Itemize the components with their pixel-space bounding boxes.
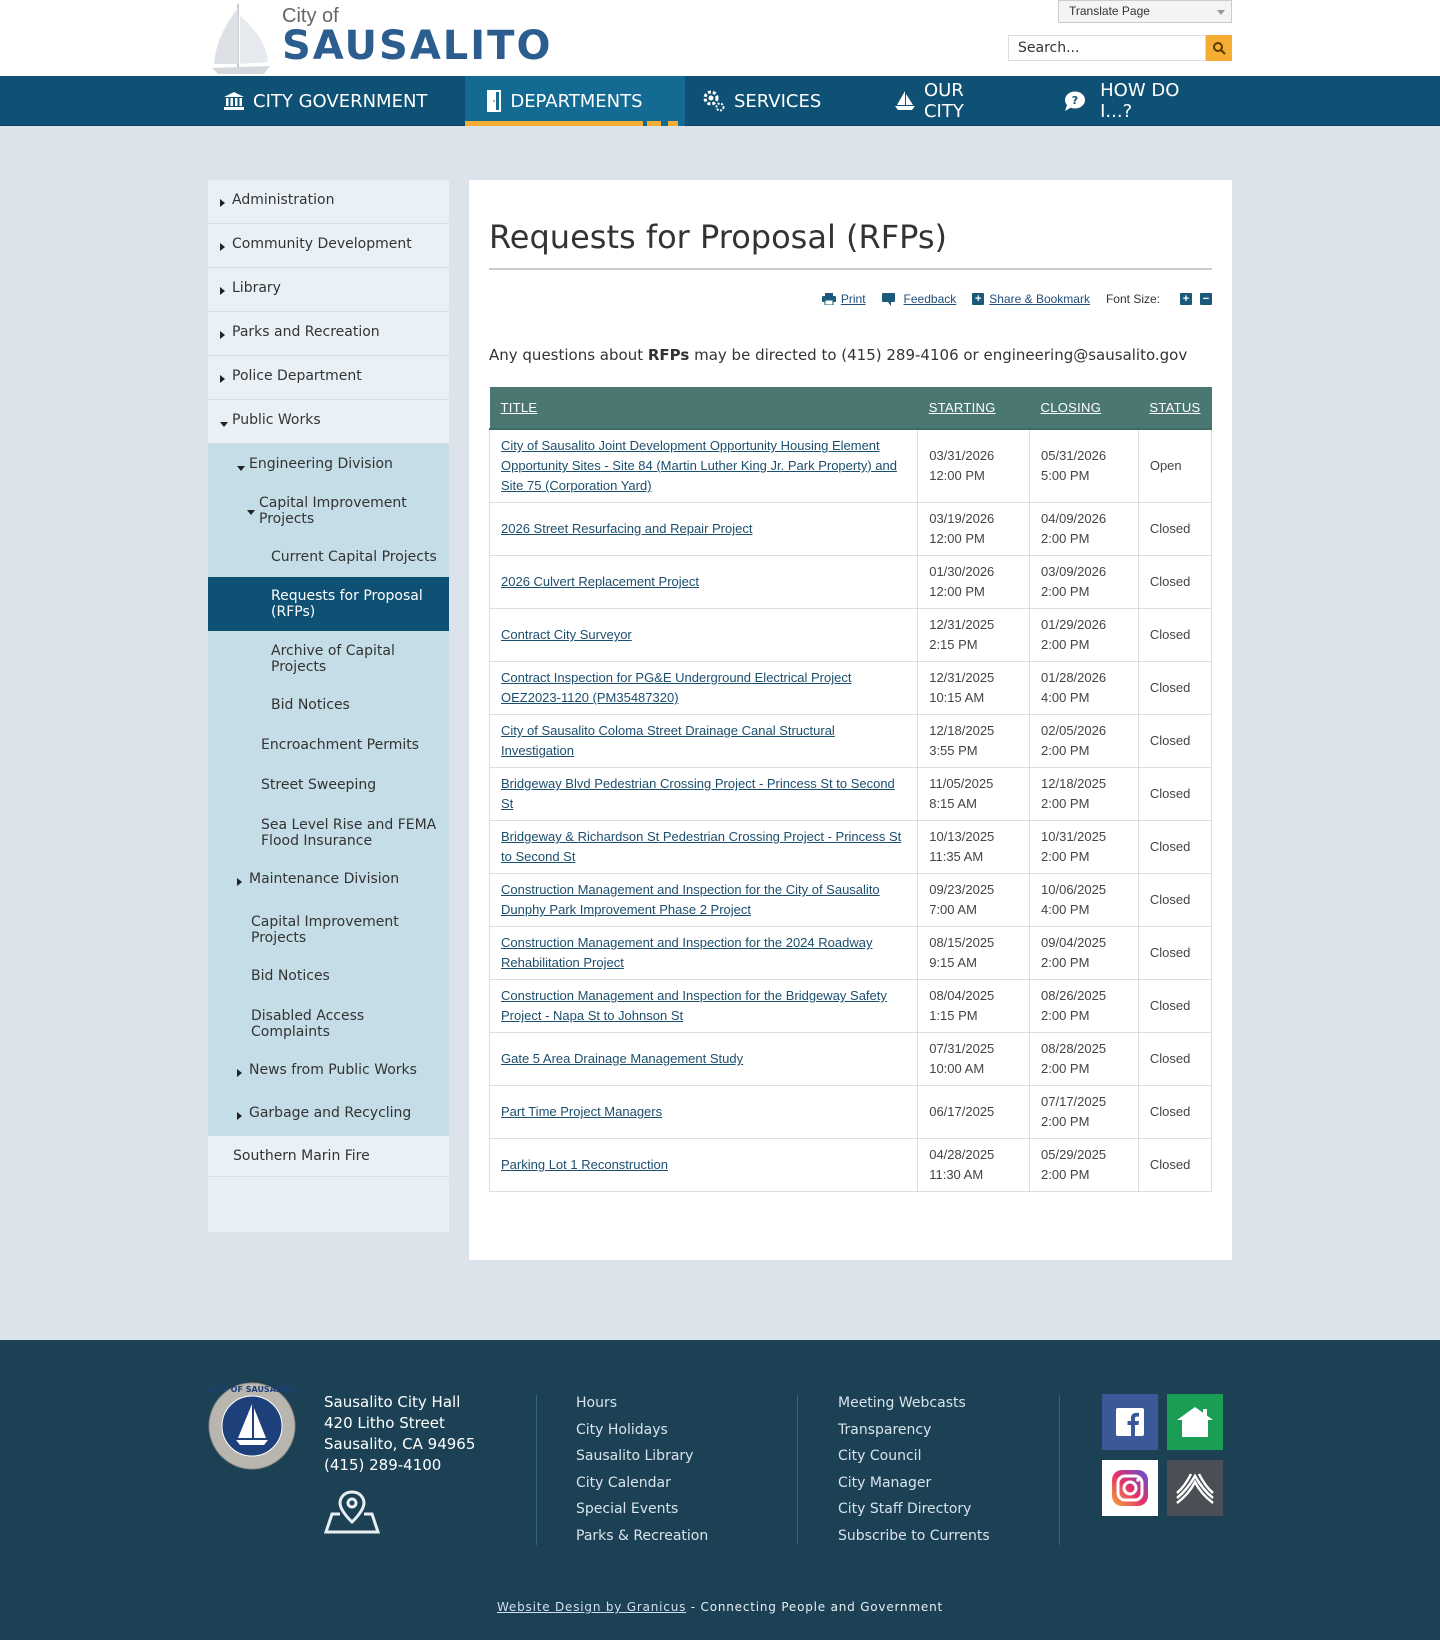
rfp-title-link[interactable]: City of Sausalito Joint Development Opportunity Housing Element Opportunity Sites - Site 84 (Martin Luther King Jr. Park Property) and Site 75 (Corporation Yard) (501, 438, 897, 493)
status-badge: Closed (1149, 839, 1191, 854)
starting-cell: 12/31/2025 10:15 AM (918, 662, 1030, 715)
chevron-down-icon (1217, 10, 1225, 15)
footer-link-city-holidays[interactable]: City Holidays (576, 1421, 668, 1438)
search-button[interactable] (1206, 35, 1232, 61)
table-row (490, 1033, 1212, 1086)
footer-link-subscribe-to-currents[interactable]: Subscribe to Currents (838, 1527, 990, 1544)
closing-cell: 01/29/2026 2:00 PM (1030, 609, 1139, 662)
starting-cell: 08/04/2025 1:15 PM (918, 980, 1030, 1033)
map-location-icon[interactable] (324, 1490, 380, 1538)
nav-label: SERVICES (733, 90, 822, 112)
status-badge: Open (1149, 458, 1182, 473)
table-row (490, 821, 1212, 874)
sidebar-item-police-department[interactable]: Police Department (208, 356, 449, 400)
sidebar-item-capital-improvement-projects-pw[interactable]: Capital Improvement Projects (208, 902, 449, 956)
rfp-title-link[interactable]: Bridgeway Blvd Pedestrian Crossing Project - Princess St to Second St (501, 776, 895, 811)
status-cell (1138, 715, 1211, 768)
rfp-title-cell (490, 1033, 918, 1086)
closing-cell: 03/09/2026 2:00 PM (1030, 556, 1139, 609)
sidebar-item-encroachment-permits[interactable]: Encroachment Permits (208, 725, 449, 765)
closing-cell: 05/31/2026 5:00 PM (1030, 429, 1139, 503)
bridge-icon (1175, 1472, 1215, 1504)
caret-down-icon (237, 466, 245, 471)
nav-city-government[interactable] (208, 76, 465, 126)
status-cell (1138, 1086, 1211, 1139)
footer-links-col2 (838, 1390, 990, 1549)
sidebar-item-bid-notices-pw[interactable]: Bid Notices (208, 956, 449, 996)
status-cell (1138, 429, 1211, 503)
rfp-title-cell (490, 662, 918, 715)
status-cell (1138, 927, 1211, 980)
rfp-title-link[interactable]: Bridgeway & Richardson St Pedestrian Crossing Project - Princess St to Second St (501, 829, 902, 864)
starting-cell: 06/17/2025 (918, 1086, 1030, 1139)
sailboat-logo-icon (208, 2, 272, 76)
starting-cell: 12/18/2025 3:55 PM (918, 715, 1030, 768)
caret-right-icon (220, 287, 225, 295)
print-link[interactable]: Print (822, 292, 866, 306)
rfp-title-cell (490, 927, 918, 980)
status-badge: Closed (1149, 945, 1191, 960)
sidebar-item-capital-improvement-projects[interactable]: Capital Improvement Projects (208, 485, 449, 537)
nav-how-do-i[interactable] (1024, 76, 1232, 126)
rfp-title-cell (490, 980, 918, 1033)
status-cell (1138, 874, 1211, 927)
sidebar-item-southern-marin-fire[interactable]: Southern Marin Fire (208, 1136, 449, 1177)
rfp-title-cell (490, 429, 918, 503)
closing-cell: 01/28/2026 4:00 PM (1030, 662, 1139, 715)
status-badge: Closed (1149, 1051, 1191, 1066)
sidebar-item-garbage-and-recycling[interactable]: Garbage and Recycling (208, 1093, 449, 1136)
granicus-credit-link[interactable]: Website Design by Granicus (496, 1600, 687, 1614)
site-logo[interactable] (208, 0, 552, 76)
nav-label: OUR CITY (923, 80, 964, 122)
table-row (490, 874, 1212, 927)
nav-label: DEPARTMENTS (510, 90, 643, 112)
social-links (1102, 1394, 1223, 1516)
footer-links-col1 (576, 1390, 708, 1549)
search-icon (1212, 41, 1226, 55)
instagram-link[interactable] (1102, 1460, 1158, 1516)
page-tools (489, 292, 1212, 306)
instagram-icon (1111, 1469, 1149, 1507)
table-row (490, 429, 1212, 503)
status-badge: Closed (1149, 574, 1191, 589)
table-row (490, 662, 1212, 715)
footer-link-sausalito-library[interactable]: Sausalito Library (576, 1448, 694, 1464)
sidebar-item-news-from-public-works[interactable]: News from Public Works (208, 1050, 449, 1093)
sidebar-item-community-development[interactable]: Community Development (208, 224, 449, 268)
sidebar-item-requests-for-proposal[interactable]: Requests for Proposal (RFPs) (208, 577, 449, 631)
closing-cell: 04/09/2026 2:00 PM (1030, 503, 1139, 556)
caret-right-icon (237, 878, 242, 886)
share-bookmark-link[interactable]: + Share & Bookmark (972, 292, 1090, 306)
status-cell (1138, 1139, 1211, 1192)
closing-cell: 10/31/2025 2:00 PM (1030, 821, 1139, 874)
starting-cell: 01/30/2026 12:00 PM (918, 556, 1030, 609)
starting-cell: 11/05/2025 8:15 AM (918, 768, 1030, 821)
rfp-title-link[interactable]: 2026 Culvert Replacement Project (501, 574, 699, 589)
table-row (490, 980, 1212, 1033)
footer-link-city-calendar[interactable]: City Calendar (576, 1474, 671, 1491)
status-cell (1138, 980, 1211, 1033)
rfp-title-cell (490, 503, 918, 556)
nav-services[interactable] (685, 76, 855, 126)
main-content (469, 180, 1232, 1260)
main-nav (0, 76, 1440, 126)
rfp-title-cell (490, 1086, 918, 1139)
printer-icon (822, 293, 836, 305)
caret-right-icon (220, 199, 225, 207)
sidebar-item-current-capital-projects[interactable]: Current Capital Projects (208, 537, 449, 577)
starting-cell: 08/15/2025 9:15 AM (918, 927, 1030, 980)
status-cell (1138, 821, 1211, 874)
sidebar-item-street-sweeping[interactable]: Street Sweeping (208, 765, 449, 805)
sidebar-item-bid-notices-engineering[interactable]: Bid Notices (208, 685, 449, 725)
rfp-title-link[interactable]: Parking Lot 1 Reconstruction (501, 1157, 668, 1172)
footer-link-meeting-webcasts[interactable]: Meeting Webcasts (838, 1395, 966, 1411)
sidebar-nav (208, 180, 449, 1232)
status-cell (1138, 556, 1211, 609)
table-row (490, 1086, 1212, 1139)
caret-down-icon (247, 510, 255, 515)
font-size-label: Font Size: (1105, 292, 1160, 306)
rfp-title-link[interactable]: Gate 5 Area Drainage Management Study (501, 1051, 744, 1066)
rfp-title-link[interactable]: City of Sausalito Coloma Street Drainage Canal Structural Investigation (501, 723, 835, 758)
sailboat-icon (895, 91, 915, 111)
logo-sausalito: SAUSALITO (282, 23, 553, 69)
starting-cell: 12/31/2025 2:15 PM (918, 609, 1030, 662)
caret-right-icon (237, 1112, 242, 1120)
footer-link-hours[interactable]: Hours (576, 1395, 618, 1411)
rfp-title-cell (490, 556, 918, 609)
svg-text:CITY OF SAUSALITO: CITY OF SAUSALITO (208, 1385, 296, 1394)
closing-cell: 12/18/2025 2:00 PM (1030, 768, 1139, 821)
status-cell (1138, 503, 1211, 556)
font-size-increase-button[interactable]: + (1180, 293, 1192, 305)
rfp-title-link[interactable]: Construction Management and Inspection for the 2024 Roadway Rehabilitation Project (501, 935, 873, 970)
table-row (490, 556, 1212, 609)
starting-cell: 03/19/2026 12:00 PM (918, 503, 1030, 556)
column-header-title[interactable]: TITLE (490, 387, 918, 429)
table-row (490, 503, 1212, 556)
rfp-title-link[interactable]: Contract Inspection for PG&E Underground Electrical Project OEZ2023-1120 (PM35487320) (501, 670, 852, 705)
page-title: Requests for Proposal (RFPs) (489, 218, 1212, 270)
sidebar-item-sea-level-rise[interactable]: Sea Level Rise and FEMA Flood Insurance (208, 805, 449, 859)
svg-text:?: ? (1071, 94, 1079, 107)
sidebar-item-parks-and-recreation[interactable]: Parks and Recreation (208, 312, 449, 356)
nextdoor-link[interactable] (1167, 1394, 1223, 1450)
footer-link-city-council[interactable]: City Council (838, 1448, 922, 1464)
sidebar-item-engineering-division[interactable]: Engineering Division (208, 444, 449, 485)
rfp-title-cell (490, 768, 918, 821)
facebook-icon (1116, 1408, 1144, 1436)
caret-right-icon (237, 1069, 242, 1077)
rfp-title-link[interactable]: Part Time Project Managers (501, 1104, 663, 1119)
sidebar-item-archive-of-capital-projects[interactable]: Archive of Capital Projects (208, 631, 449, 685)
closing-cell: 02/05/2026 2:00 PM (1030, 715, 1139, 768)
granicus-link[interactable] (1167, 1460, 1223, 1516)
nav-departments[interactable] (465, 76, 685, 126)
rfp-title-cell (490, 874, 918, 927)
rfp-title-link[interactable]: 2026 Street Resurfacing and Repair Project (501, 521, 753, 536)
sidebar-item-library[interactable]: Library (208, 268, 449, 312)
closing-cell: 05/29/2025 2:00 PM (1030, 1139, 1139, 1192)
starting-cell: 07/31/2025 10:00 AM (918, 1033, 1030, 1086)
table-row (490, 715, 1212, 768)
search-input[interactable] (1008, 35, 1206, 61)
nav-label: CITY GOVERNMENT (253, 90, 428, 112)
site-footer (0, 1340, 1440, 1640)
status-badge: Closed (1149, 627, 1191, 642)
table-row (490, 1139, 1212, 1192)
translate-label: Translate Page (1069, 4, 1150, 18)
status-badge: Closed (1149, 521, 1191, 536)
translate-page-select[interactable] (1058, 0, 1232, 23)
house-icon (1177, 1407, 1213, 1437)
footer-link-transparency[interactable]: Transparency (838, 1421, 932, 1438)
status-cell (1138, 1033, 1211, 1086)
status-badge: Closed (1149, 892, 1191, 907)
nav-label: HOW DO I...? (1100, 80, 1180, 122)
building-columns-icon (224, 92, 244, 110)
font-size-decrease-button[interactable]: − (1200, 293, 1212, 305)
caret-down-icon (220, 422, 228, 427)
rfp-title-link[interactable]: Contract City Surveyor (501, 627, 632, 642)
feedback-link[interactable]: Feedback (882, 292, 957, 306)
rfp-title-cell (490, 609, 918, 662)
closing-cell: 10/06/2025 4:00 PM (1030, 874, 1139, 927)
status-badge: Closed (1149, 786, 1191, 801)
column-header-closing[interactable]: CLOSING (1030, 387, 1139, 429)
nav-our-city[interactable] (855, 76, 1024, 126)
door-icon (487, 90, 501, 112)
status-badge: Closed (1149, 998, 1191, 1013)
intro-text: Any questions about RFPs may be directed to (415) 289-4106 or engineering@sausalito.gov (489, 346, 1188, 364)
sidebar-item-maintenance-division[interactable]: Maintenance Division (208, 859, 449, 902)
column-header-starting[interactable]: STARTING (918, 387, 1030, 429)
status-cell (1138, 609, 1211, 662)
closing-cell: 08/28/2025 2:00 PM (1030, 1033, 1139, 1086)
caret-right-icon (220, 375, 225, 383)
sidebar-item-disabled-access-complaints[interactable]: Disabled Access Complaints (208, 996, 449, 1050)
status-badge: Closed (1149, 1104, 1191, 1119)
footer-link-parks-recreation[interactable]: Parks & Recreation (576, 1527, 709, 1544)
city-seal-icon (208, 1382, 296, 1470)
starting-cell: 09/23/2025 7:00 AM (918, 874, 1030, 927)
gears-icon (703, 90, 725, 112)
status-badge: Closed (1149, 733, 1191, 748)
plus-square-icon: + (972, 293, 984, 305)
question-bubble-icon (1064, 91, 1086, 111)
status-cell (1138, 662, 1211, 715)
footer-credit: Website Design by Granicus - Connecting People and Government (496, 1600, 944, 1614)
logo-city-of: City of (282, 5, 339, 27)
caret-right-icon (220, 243, 225, 251)
rfp-title-link[interactable]: Construction Management and Inspection for the City of Sausalito Dunphy Park Improvement Phase 2 Project (501, 882, 880, 917)
footer-link-special-events[interactable]: Special Events (576, 1501, 679, 1517)
site-search (1008, 35, 1232, 61)
closing-cell: 07/17/2025 2:00 PM (1030, 1086, 1139, 1139)
column-header-status[interactable]: STATUS (1138, 387, 1211, 429)
site-header (0, 0, 1440, 76)
footer-link-city-staff-directory[interactable]: City Staff Directory (838, 1501, 972, 1517)
rfp-title-cell (490, 1139, 918, 1192)
sidebar-item-administration[interactable]: Administration (208, 180, 449, 224)
rfp-title-cell (490, 715, 918, 768)
facebook-link[interactable] (1102, 1394, 1158, 1450)
rfp-title-cell (490, 821, 918, 874)
sidebar-item-public-works[interactable]: Public Works (208, 400, 449, 444)
starting-cell: 03/31/2026 12:00 PM (918, 429, 1030, 503)
table-row (490, 927, 1212, 980)
table-row (490, 609, 1212, 662)
status-badge: Closed (1149, 1157, 1191, 1172)
table-row (490, 768, 1212, 821)
starting-cell: 04/28/2025 11:30 AM (918, 1139, 1030, 1192)
status-cell (1138, 768, 1211, 821)
starting-cell: 10/13/2025 11:35 AM (918, 821, 1030, 874)
status-badge: Closed (1149, 680, 1191, 695)
rfp-table (489, 387, 1212, 1192)
comment-icon (882, 293, 895, 306)
city-hall-address: Sausalito City Hall 420 Litho Street Sausalito, CA 94965 (415) 289-4100 (324, 1393, 476, 1474)
rfp-title-link[interactable]: Construction Management and Inspection for the Bridgeway Safety Project - Napa St to Johnson St (501, 988, 887, 1023)
caret-right-icon (220, 331, 225, 339)
footer-link-city-manager[interactable]: City Manager (838, 1474, 932, 1491)
closing-cell: 08/26/2025 2:00 PM (1030, 980, 1139, 1033)
closing-cell: 09/04/2025 2:00 PM (1030, 927, 1139, 980)
